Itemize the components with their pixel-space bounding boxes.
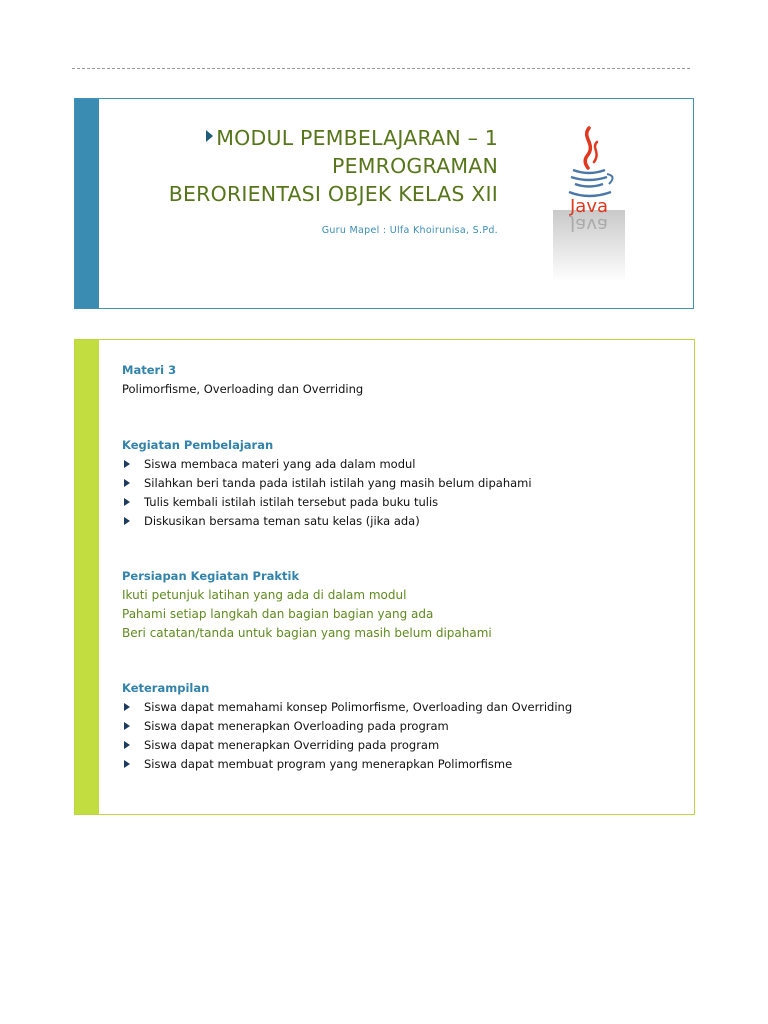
- title-slide: [74, 98, 694, 309]
- triangle-bullet-icon: [124, 741, 130, 749]
- triangle-bullet-icon: [124, 479, 130, 487]
- triangle-bullet-icon: [124, 498, 130, 506]
- list-item: Siswa dapat menerapkan Overloading pada program: [122, 717, 682, 736]
- persiapan-line: Beri catatan/tanda untuk bagian yang masih belum dipahami: [122, 626, 492, 640]
- triangle-bullet-icon: [124, 703, 130, 711]
- list-item: Silahkan beri tanda pada istilah istilah yang masih belum dipahami: [122, 474, 682, 493]
- content-slide: [74, 339, 695, 815]
- list-item: Siswa dapat memahami konsep Polimorfisme, Overloading dan Overriding: [122, 698, 682, 717]
- content-body: [122, 361, 682, 774]
- triangle-bullet-icon: [206, 130, 213, 142]
- persiapan-line: Ikuti petunjuk latihan yang ada di dalam modul: [122, 588, 407, 602]
- list-item: Siswa dapat membuat program yang menerapkan Polimorfisme: [122, 755, 682, 774]
- persiapan-line: Pahami setiap langkah dan bagian bagian yang ada: [122, 607, 434, 621]
- keterampilan-list: [122, 698, 682, 774]
- module-title: [108, 124, 498, 208]
- persiapan-heading: Persiapan Kegiatan Praktik: [122, 569, 300, 583]
- triangle-bullet-icon: [124, 722, 130, 730]
- java-logo-text: Java: [569, 196, 609, 217]
- triangle-bullet-icon: [124, 760, 130, 768]
- title-line-2: PEMROGRAMAN: [332, 154, 498, 178]
- materi-heading: Materi 3: [122, 363, 177, 377]
- title-line-3: BERORIENTASI OBJEK KELAS XII: [168, 182, 498, 206]
- materi-text: Polimorfisme, Overloading dan Overriding: [122, 382, 364, 396]
- java-logo-icon: [551, 124, 627, 284]
- kegiatan-list: [122, 455, 682, 531]
- title-slide-accent-band: [75, 99, 99, 308]
- kegiatan-heading: Kegiatan Pembelajaran: [122, 438, 274, 452]
- java-logo-reflection-text: Java: [569, 214, 609, 235]
- list-item: Diskusikan bersama teman satu kelas (jika ada): [122, 512, 682, 531]
- keterampilan-heading: Keterampilan: [122, 681, 210, 695]
- content-slide-accent-band: [75, 340, 99, 814]
- list-item: Tulis kembali istilah istilah tersebut pada buku tulis: [122, 493, 682, 512]
- triangle-bullet-icon: [124, 517, 130, 525]
- triangle-bullet-icon: [124, 460, 130, 468]
- teacher-subtitle: Guru Mapel : Ulfa Khoirunisa, S.Pd.: [321, 225, 498, 236]
- title-line-1: MODUL PEMBELAJARAN – 1: [108, 124, 498, 152]
- page-top-divider: [72, 68, 690, 69]
- list-item: Siswa membaca materi yang ada dalam modul: [122, 455, 682, 474]
- list-item: Siswa dapat menerapkan Overriding pada program: [122, 736, 682, 755]
